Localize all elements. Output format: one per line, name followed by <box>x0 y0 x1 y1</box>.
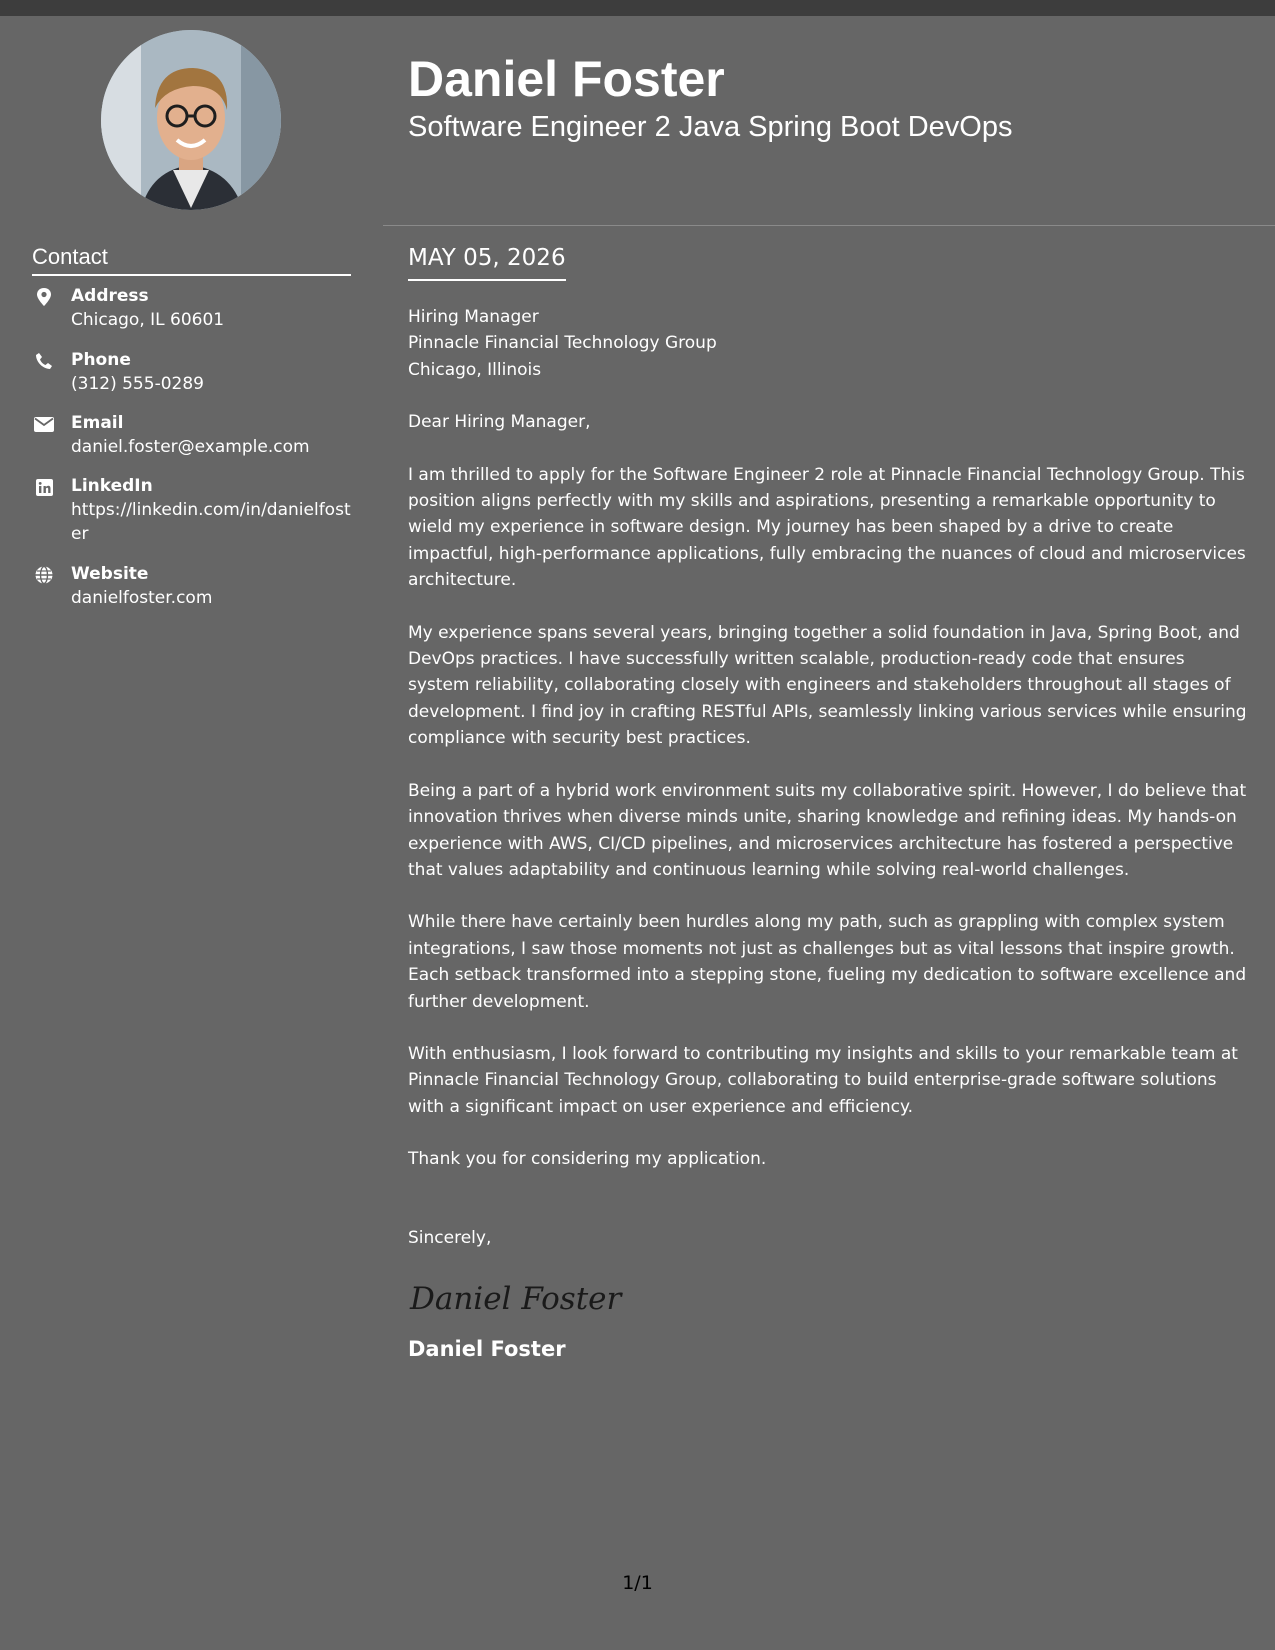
contact-label: Phone <box>71 350 131 370</box>
recipient-line: Chicago, Illinois <box>408 359 542 380</box>
contact-value: (312) 555-0289 <box>71 374 204 394</box>
body-paragraph: I am thrilled to apply for the Software Engineer 2 role at Pinnacle Financial Technology Group. This position aligns perfectly with my skills and aspirations, presenting a remarkable opportunity to wield my experience in software design. My journey has been shaped by a drive to create impactful, high-performance applications, fully embracing the nuances of cloud and microservices architecture. <box>408 464 1246 591</box>
contact-item-address <box>32 284 352 348</box>
applicant-name: Daniel Foster <box>408 51 725 107</box>
body-paragraph: With enthusiasm, I look forward to contributing my insights and skills to your remarkable team at Pinnacle Financial Technology Group, collaborating to build enterprise-grade software solutions with a significant impact on user experience and efficiency. <box>408 1043 1238 1117</box>
signoff: Sincerely, <box>408 1227 492 1248</box>
svg-text:Daniel Foster: Daniel Foster <box>410 1280 622 1317</box>
contact-item-phone <box>32 348 352 411</box>
envelope-icon <box>34 414 54 434</box>
contact-list <box>32 284 352 614</box>
letter-date: MAY 05, 2026 <box>408 243 566 281</box>
body-paragraph: While there have certainly been hurdles along my path, such as grappling with complex system integrations, I saw those moments not just as challenges but as vital lessons that inspire growth. Each setback transformed into a stepping stone, fueling my dedication to software excellence and further development. <box>408 912 1247 1012</box>
top-bar <box>0 0 1275 16</box>
contact-item-website <box>32 562 352 614</box>
contact-item-email <box>32 411 352 474</box>
linkedin-icon <box>34 477 54 497</box>
sidebar <box>0 16 383 1650</box>
globe-icon <box>34 565 54 585</box>
contact-value[interactable]: https://linkedin.com/in/danielfoster <box>71 500 351 544</box>
recipient-line: Pinnacle Financial Technology Group <box>408 333 717 354</box>
contact-item-linkedin <box>32 474 352 562</box>
map-pin-icon <box>34 287 54 307</box>
job-title: Software Engineer 2 Java Spring Boot DevOps <box>408 111 1013 143</box>
recipient-line: Hiring Manager <box>408 307 539 327</box>
contact-value[interactable]: daniel.foster@example.com <box>71 437 310 457</box>
contact-heading: Contact <box>32 242 351 276</box>
contact-label: Website <box>71 564 149 584</box>
cover-letter-page <box>0 16 1275 1650</box>
recipient-block <box>408 304 1248 383</box>
contact-label: Email <box>71 413 124 433</box>
closing-paragraph: Thank you for considering my application. <box>408 1149 767 1170</box>
handwritten-signature <box>408 1271 1248 1321</box>
letter-body <box>408 304 1248 1363</box>
body-paragraph: My experience spans several years, bringing together a solid foundation in Java, Spring Boot, and DevOps practices. I have successfully written scalable, production-ready code that ensures system reliability, collaborating closely with engineers and stakeholders throughout all stages of development. I find joy in crafting RESTful APIs, seamlessly linking various services while ensuring compliance with security best practices. <box>408 622 1247 749</box>
phone-icon <box>34 351 54 371</box>
contact-label: LinkedIn <box>71 476 153 496</box>
body-paragraph: Being a part of a hybrid work environment suits my collaborative spirit. However, I do believe that innovation thrives when diverse minds unite, sharing knowledge and refining ideas. My hands-on experience with AWS, CI/CD pipelines, and microservices architecture has fostered a perspective that values adaptability and continuous learning while solving real-world challenges. <box>408 780 1247 880</box>
profile-photo <box>101 30 281 210</box>
salutation: Dear Hiring Manager, <box>408 412 591 433</box>
page-indicator: 1/1 <box>622 1572 653 1594</box>
header-divider <box>383 225 1275 226</box>
signed-name: Daniel Foster <box>408 1336 566 1361</box>
contact-value[interactable]: danielfoster.com <box>71 588 213 608</box>
contact-value: Chicago, IL 60601 <box>71 310 225 330</box>
contact-label: Address <box>71 286 149 306</box>
